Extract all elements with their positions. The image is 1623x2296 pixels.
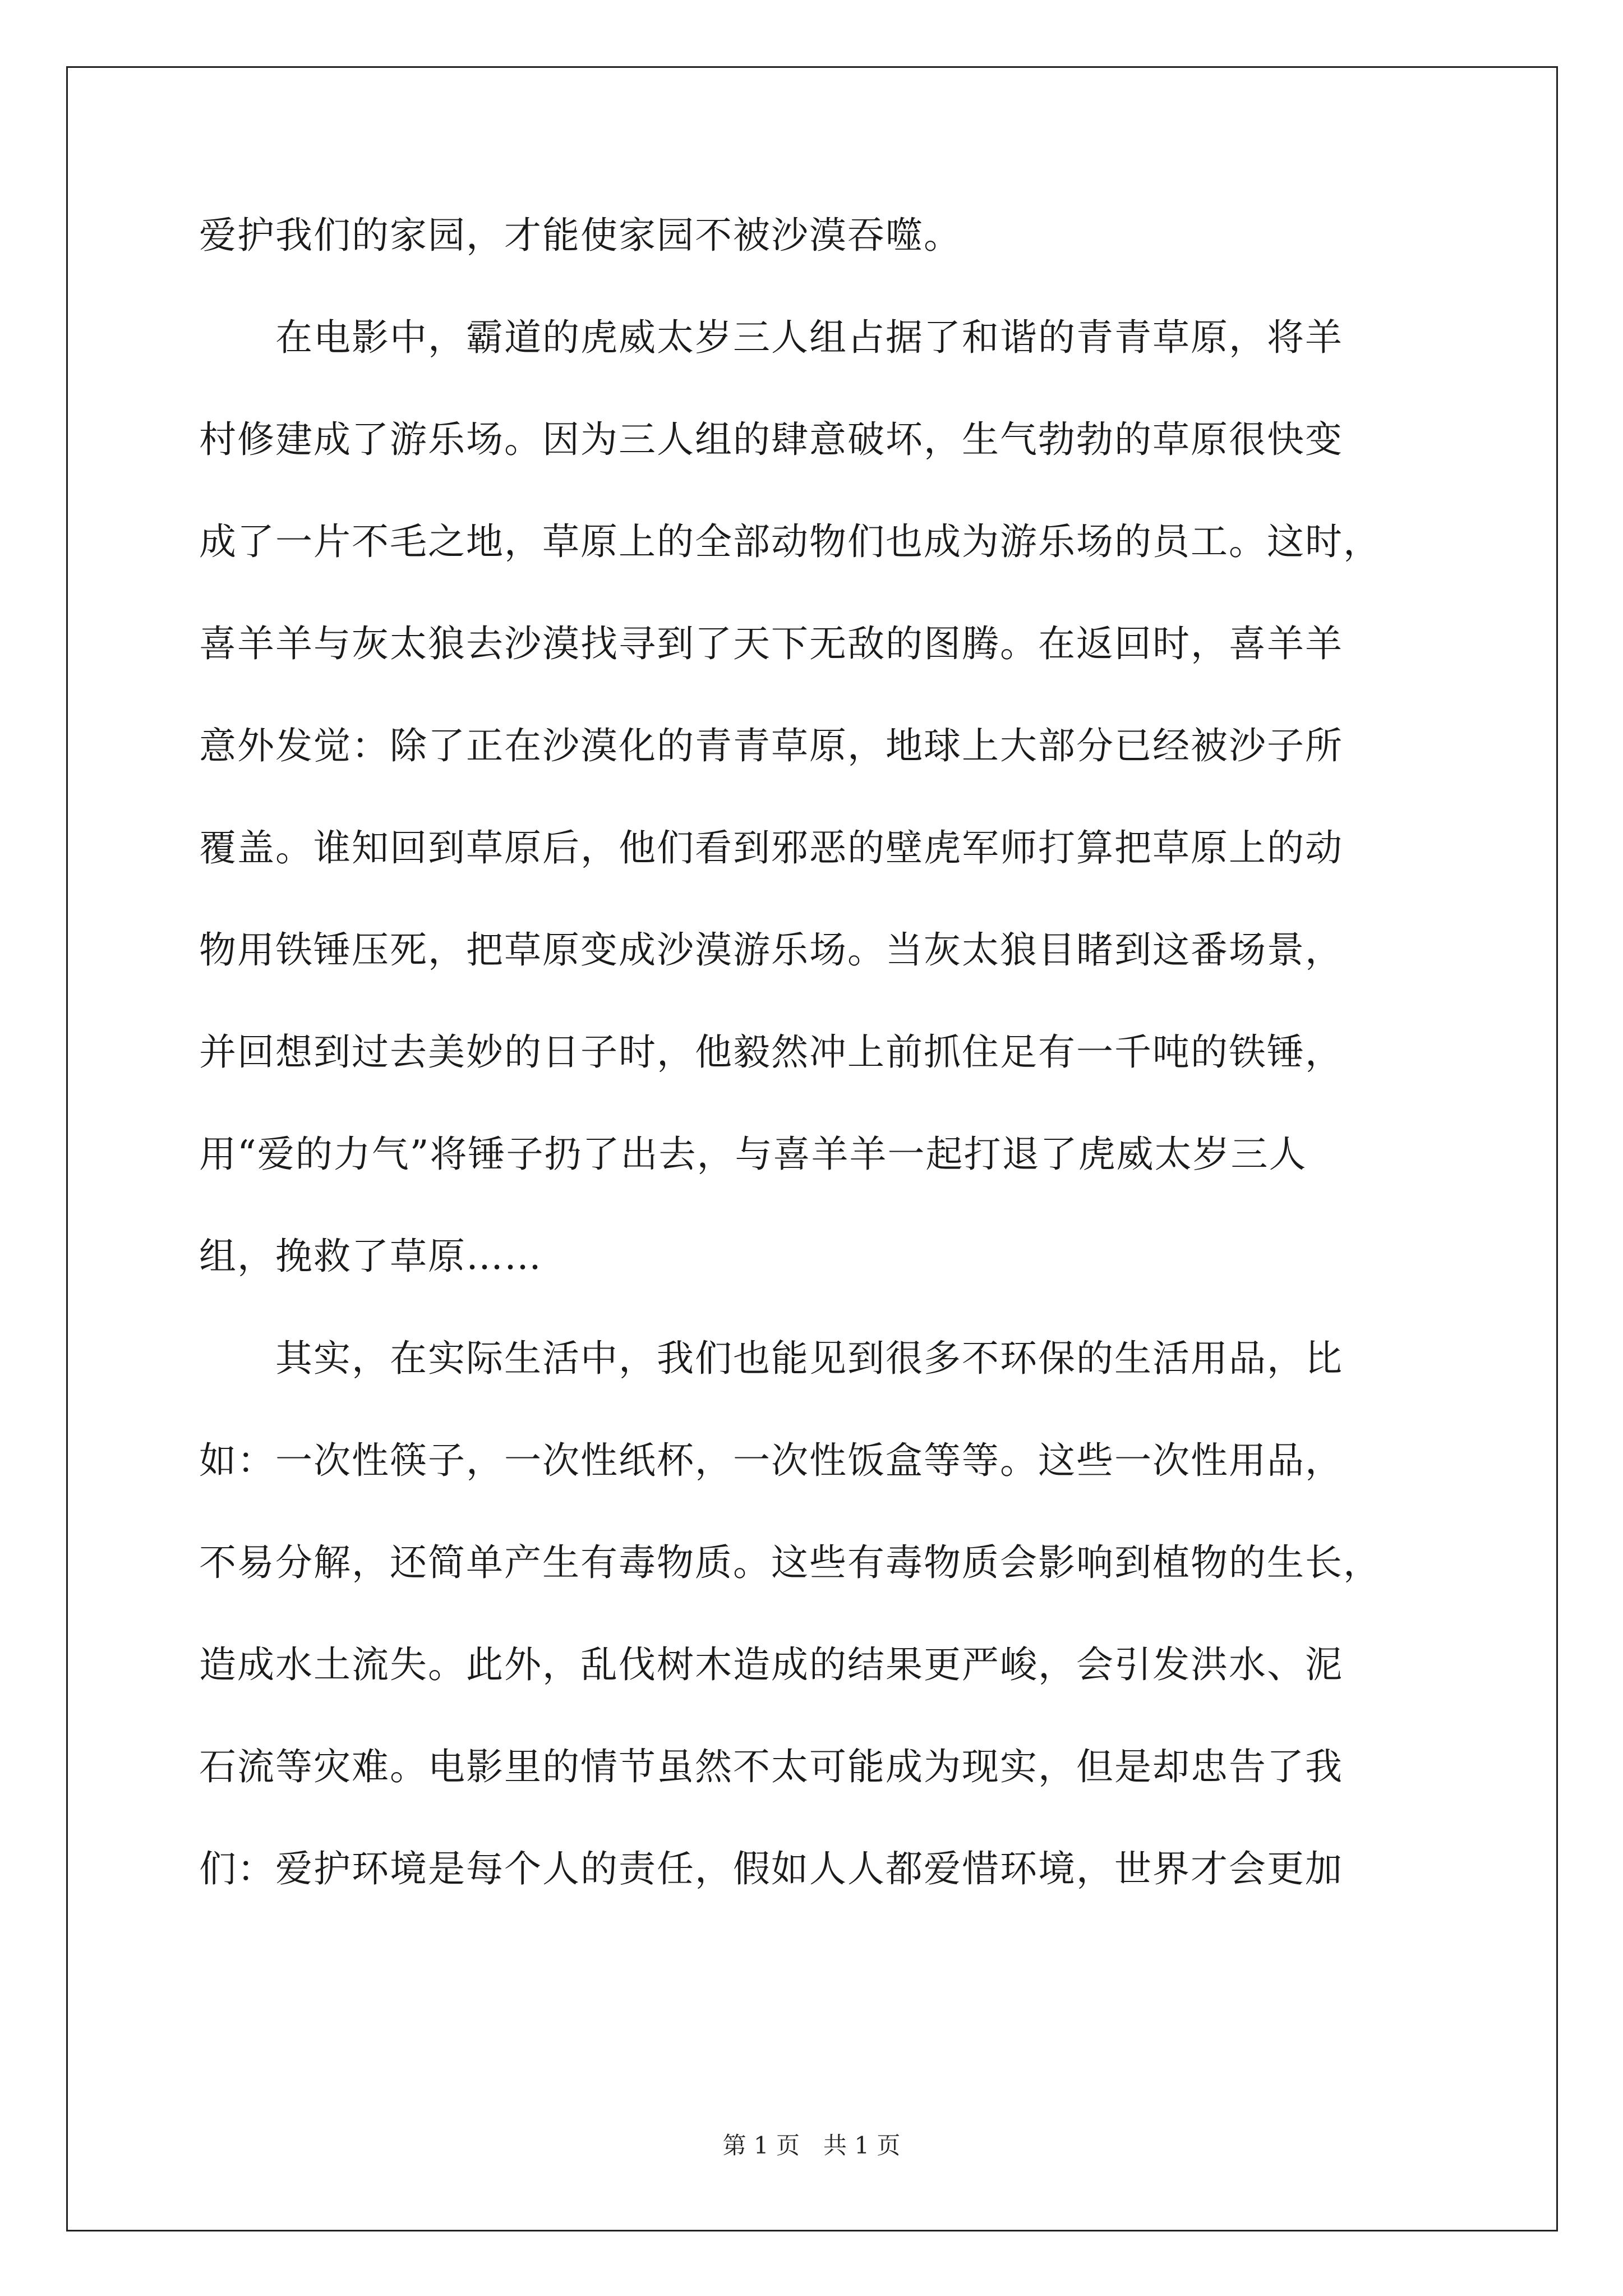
text-line: 意外发觉：除了正在沙漠化的青青草原，地球上大部分已经被沙子所 xyxy=(199,724,1343,767)
text-line: 石流等灾难。电影里的情节虽然不太可能成为现实，但是却忠告了我 xyxy=(199,1745,1343,1788)
text-line: 其实，在实际生活中，我们也能见到很多不环保的生活用品，比 xyxy=(199,1337,1343,1380)
text-line: 成了一片不毛之地，草原上的全部动物们也成为游乐场的员工。这时， xyxy=(199,520,1381,563)
text-line: 不易分解，还简单产生有毒物质。这些有毒物质会影响到植物的生长， xyxy=(199,1541,1381,1584)
text-line: 们：爱护环境是每个人的责任，假如人人都爱惜环境，世界才会更加 xyxy=(199,1847,1343,1890)
text-line: 物用铁锤压死，把草原变成沙漠游乐场。当灰太狼目睹到这番场景， xyxy=(199,928,1343,972)
document-body xyxy=(199,208,1433,1943)
text-line: 并回想到过去美妙的日子时，他毅然冲上前抓住足有一千吨的铁锤， xyxy=(199,1030,1343,1074)
text-line: 村修建成了游乐场。因为三人组的肆意破坏，生气勃勃的草原很快变 xyxy=(199,418,1343,461)
text-line: 覆盖。谁知回到草原后，他们看到邪恶的壁虎军师打算把草原上的动 xyxy=(199,826,1343,869)
text-line: 造成水土流失。此外，乱伐树木造成的结果更严峻，会引发洪水、泥 xyxy=(199,1643,1343,1686)
text-line: 爱护我们的家园，才能使家园不被沙漠吞噬。 xyxy=(199,214,962,257)
text-line: 喜羊羊与灰太狼去沙漠找寻到了天下无敌的图腾。在返回时，喜羊羊 xyxy=(199,622,1343,665)
text-line: 如：一次性筷子，一次性纸杯，一次性饭盒等等。这些一次性用品， xyxy=(199,1439,1343,1482)
text-line: 组，挽救了草原…… xyxy=(199,1235,542,1278)
page-number-footer: 第 1 页 共 1 页 xyxy=(722,2132,901,2159)
text-line: 用“爱的力气”将锤子扔了出去，与喜羊羊一起打退了虎威太岁三人 xyxy=(199,1133,1307,1176)
text-line: 在电影中，霸道的虎威太岁三人组占据了和谐的青青草原，将羊 xyxy=(199,316,1343,359)
